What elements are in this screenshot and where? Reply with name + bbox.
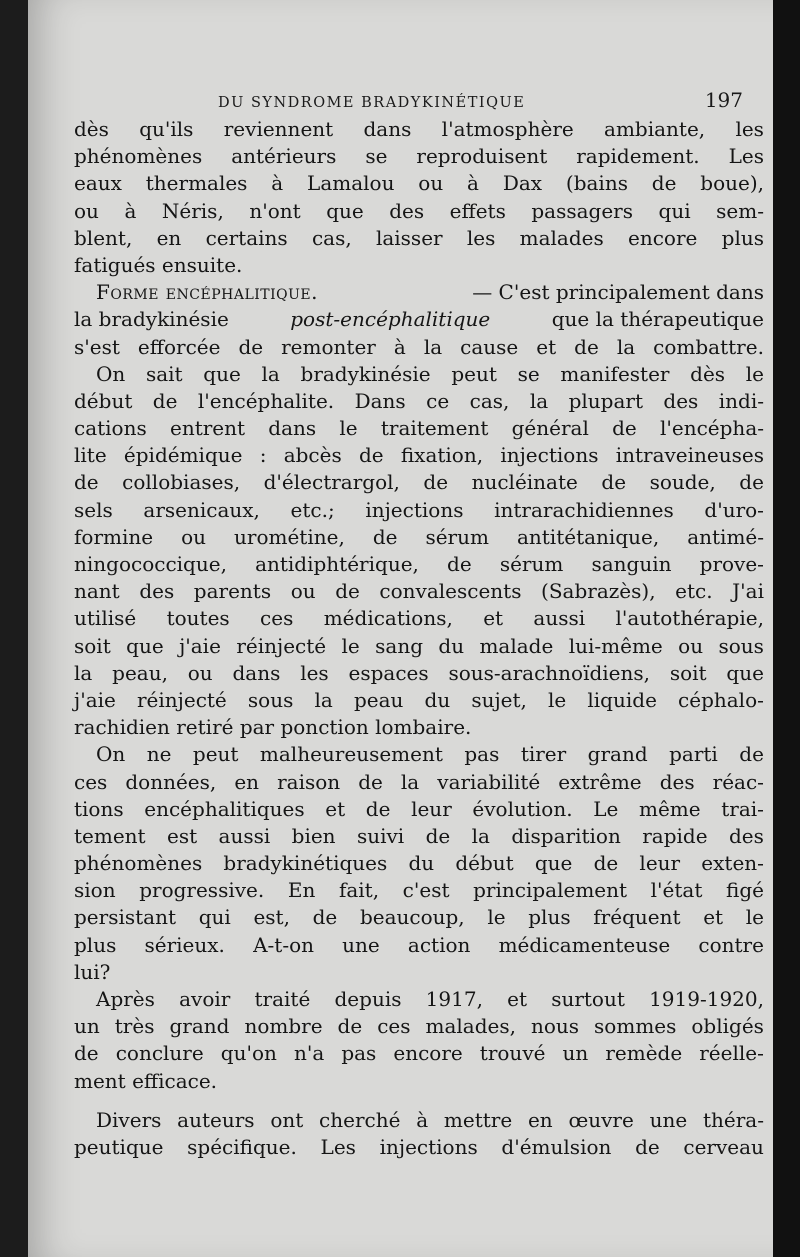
text-line: lite épidémique : abcès de fixation, injections intraveineuses: [74, 443, 764, 468]
text-line: ces données, en raison de la variabilité extrême des réac-: [74, 769, 764, 794]
text-line: de collobiases, d'électrargol, de nucléinate de soude, de: [74, 470, 764, 495]
text-line: nant des parents ou de convalescents (Sabrazès), etc. J'ai: [74, 579, 764, 604]
text-line: la bradykinésie post-encéphalitique que la thérapeutique: [74, 306, 764, 333]
text-line: phénomènes antérieurs se reproduisent rapidement. Les: [74, 144, 764, 169]
text-line: sels arsenicaux, etc.; injections intrarachidiennes d'uro-: [74, 497, 764, 522]
text-line: de conclure qu'on n'a pas encore trouvé un remède réelle-: [74, 1041, 764, 1066]
page-header: [218, 88, 743, 112]
text-line: la peau, ou dans les espaces sous-arachnoïdiens, soit que: [74, 660, 764, 685]
text-line: j'aie réinjecté sous la peau du sujet, le liquide céphalo-: [74, 687, 764, 712]
text-line: peutique spécifique. Les injections d'émulsion de cerveau: [74, 1134, 764, 1159]
text-line: tions encéphalitiques et de leur évolution. Le même trai-: [74, 796, 764, 821]
section-heading-line: Forme encéphalitique. — C'est principalement dans: [74, 279, 764, 306]
text-line: Après avoir traité depuis 1917, et surtout 1919-1920,: [96, 987, 764, 1011]
running-title: DU SYNDROME BRADYKINÉTIQUE: [218, 95, 526, 111]
book-page: [28, 0, 773, 1257]
text-line: ment efficace.: [74, 1068, 218, 1093]
text-line: persistant qui est, de beaucoup, le plus fréquent et le: [74, 905, 764, 930]
text-line: un très grand nombre de ces malades, nous sommes obligés: [74, 1014, 764, 1039]
text-line: tement est aussi bien suivi de la disparition rapide des: [74, 823, 764, 848]
text-line: On ne peut malheureusement pas tirer grand parti de: [96, 742, 764, 767]
text-line: rachidien retiré par ponction lombaire.: [74, 715, 472, 740]
text-line: blent, en certains cas, laisser les malades encore plus: [74, 225, 764, 250]
text-line: s'est efforcée de remonter à la cause et de la combattre.: [74, 334, 764, 359]
text-line: On sait que la bradykinésie peut se manifester dès le: [96, 361, 764, 386]
text-line: phénomènes bradykinétiques du début que de leur exten-: [74, 851, 764, 876]
text-line: eaux thermales à Lamalou ou à Dax (bains de boue),: [74, 171, 764, 196]
section-heading: Forme encéphalitique.: [96, 280, 318, 305]
text-line: dès qu'ils reviennent dans l'atmosphère ambiante, les: [74, 117, 764, 141]
text-line: lui?: [74, 959, 111, 984]
text-line: cations entrent dans le traitement général de l'encépha-: [74, 416, 764, 441]
text-line: soit que j'aie réinjecté le sang du malade lui-même ou sous: [74, 633, 764, 658]
text-line: sion progressive. En fait, c'est principalement l'état figé: [74, 878, 764, 903]
text-line: formine ou urométine, de sérum antitétanique, antimé-: [74, 524, 764, 549]
page-edge-shadow: [773, 0, 800, 1257]
text-line: utilisé toutes ces médications, et aussi l'autothérapie,: [74, 606, 764, 631]
body-text: [74, 116, 764, 1161]
text-line: ningococcique, antidiphtérique, de sérum sanguin prove-: [74, 552, 764, 576]
text-line: fatigués ensuite.: [74, 252, 243, 277]
text-line: plus sérieux. A-t-on une action médicamenteuse contre: [74, 932, 764, 957]
text-line: ou à Néris, n'ont que des effets passagers qui sem-: [74, 198, 764, 223]
text-line: début de l'encéphalite. Dans ce cas, la plupart des indi-: [74, 388, 764, 413]
italic-term: post-encéphalitique: [290, 307, 491, 332]
text-line: Divers auteurs ont cherché à mettre en œuvre une théra-: [96, 1107, 764, 1132]
page-number: 197: [704, 88, 743, 112]
